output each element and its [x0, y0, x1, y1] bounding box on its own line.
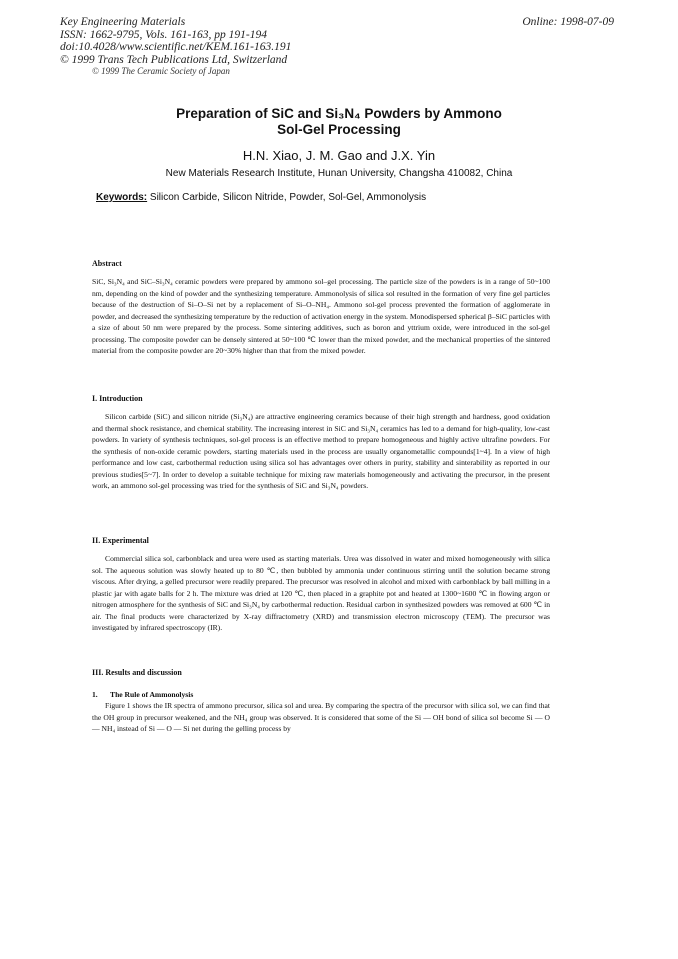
keywords-line — [96, 192, 426, 203]
affiliation: New Materials Research Institute, Hunan University, Changsha 410082, China — [165, 168, 513, 179]
keywords-text: Silicon Carbide, Silicon Nitride, Powder, Sol-Gel, Ammonolysis — [149, 192, 427, 203]
subsection-title: The Rule of Ammonolysis — [110, 690, 194, 699]
introduction-heading: I. Introduction — [92, 394, 143, 403]
issn-line: ISSN: 1662-9795, Vols. 161-163, pp 191-194 — [60, 28, 267, 41]
paper-title — [0, 106, 678, 138]
cut-copyright-line: © 1999 The Ceramic Society of Japan — [92, 66, 230, 76]
subsection-number: 1. — [92, 690, 98, 699]
results-heading: III. Results and discussion — [92, 668, 182, 677]
experimental-text: Commercial silica sol, carbonblack and urea were used as starting materials. Urea was dissolved in water and mixed homogeneously with silica sol. The aqueous solution was slowly heated up to 80 ℃, then bubbled by ammonia under continuous stirring until the solution became strong viscous. After drying, a gelled precursor were readily prepared. The precursor was resolved in alcohol and mixed with carbonblack by ball milling in a plastic jar with agate balls for 2 h. The mixture was dried at 120 ℃, then placed in a graphite pot and heated at 1300~1600 ℃ in flowing argon or nitrogen atmosphere for the synthesis of SiC and Si₃N₄ by carbothermal reduction. Residual carbon in synthesized powders was removed at 600 ℃ in air. The final products were characterized by X-ray diffractometry (XRD) and transmission electron microscopy (TEM). The precursor was investigated by infrared spectroscopy (IR). — [92, 554, 550, 632]
results-text: Figure 1 shows the IR spectra of ammono precursor, silica sol and urea. By comparing the spectra of the precursor with silica sol, we can find that the OH group in precursor weakened, and the NH₄ group was observed. It is considered that some of the Si — OH bond of silica sol become Si — O — NH₄ instead of Si — O — Si net during the gelling process by — [92, 701, 550, 733]
keywords-label: Keywords: — [96, 192, 148, 203]
abstract-text: SiC, Si₃N₄ and SiC–Si₃N₄ ceramic powders were prepared by ammono sol–gel processing. The particle size of the powders is in a range of 50~100 nm, depending on the kind of powder and the synthesizing temperature. Ammonolysis of silica sol resulted in the formation of very fine gel particles because of the destruction of Si–O–Si net by a replacement of Si–O–NH₄. Ammono sol-gel process prevented the formation of agglomerate in powder, and decreased the synthesizing temperature by the reduction of activation energy in the system. Monodispersed spherical β–SiC particles with a size of about 50 nm were prepared by the process. Some sintering additives, such as boron and yttrium oxide, were introduced in the sol-gel processing. The composite powder can be densely sintered at 50~100 ℃ lower than the mixed powder, and the mechanical properties of the sintered material from the composite powder are 20~30% higher than that from the mixed powder. — [92, 277, 550, 355]
journal-name: Key Engineering Materials — [60, 16, 186, 28]
experimental-heading: II. Experimental — [92, 536, 149, 545]
online-date: Online: 1998-07-09 — [522, 16, 614, 28]
subsection-heading — [92, 689, 193, 701]
introduction-text: Silicon carbide (SiC) and silicon nitride (Si₃N₄) are attractive engineering ceramics because of their high strength and hardness, good oxidation and thermal shock resistance, and chemical stability. The increasing interest in SiC and Si₃N₄ ceramics has led to a demand for high-quality, low-cast powders. In variety of synthesis techniques, sol-gel process is an effective method to prepare homogeneous and highly active ultrafine powders. For the synthesis of non-oxide ceramic powders, starting materials used in the process are usually organometallic compounds[1~4]. In a view of high performance and low cast, carbothermal reduction using silica sol has advantages over others in purity, stability and sinterability as reported in our previous studies[5~7]. In order to develop a suitable technique for mixing raw materials homogeneously and activating the precursor, in the present work, an ammono sol-gel processing was tried for the synthesis of SiC and Si₃N₄ powders. — [92, 412, 550, 490]
title-line-2: Sol-Gel Processing — [277, 122, 401, 137]
authors: H.N. Xiao, J. M. Gao and J.X. Yin — [242, 148, 436, 163]
doi-line[interactable]: doi:10.4028/www.scientific.net/KEM.161-163.191 — [60, 41, 292, 53]
abstract-heading: Abstract — [92, 259, 122, 268]
journal-header — [60, 16, 291, 66]
copyright-line: © 1999 Trans Tech Publications Ltd, Switzerland — [60, 53, 288, 66]
title-line-1: Preparation of SiC and Si₃N₄ Powders by Ammono — [176, 106, 502, 121]
